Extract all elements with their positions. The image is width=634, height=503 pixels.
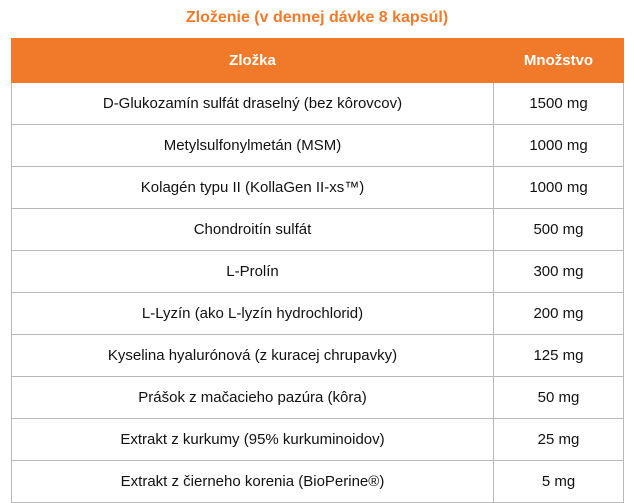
column-header-ingredient: Zložka [12, 39, 494, 83]
column-header-amount: Množstvo [494, 39, 624, 83]
ingredient-cell: L-Lyzín (ako L-lyzín hydrochlorid) [12, 293, 494, 335]
table-row [12, 461, 624, 503]
amount-cell: 125 mg [494, 335, 624, 377]
table-row [12, 335, 624, 377]
ingredient-cell: Kolagén typu II (KollaGen II-xs™) [12, 167, 494, 209]
table-row [12, 251, 624, 293]
page-title: Zloženie (v dennej dávke 8 kapsúl) [185, 9, 449, 26]
amount-cell: 1000 mg [494, 167, 624, 209]
amount-cell: 1000 mg [494, 125, 624, 167]
ingredient-cell: Kyselina hyalurónová (z kuracej chrupavky) [12, 335, 494, 377]
ingredient-cell: Prášok z mačacieho pazúra (kôra) [12, 377, 494, 419]
amount-cell: 500 mg [494, 209, 624, 251]
table-row [12, 293, 624, 335]
amount-cell: 1500 mg [494, 83, 624, 125]
ingredient-cell: Extrakt z čierneho korenia (BioPerine®) [12, 461, 494, 503]
amount-cell: 200 mg [494, 293, 624, 335]
table-row [12, 377, 624, 419]
ingredient-cell: D-Glukozamín sulfát draselný (bez kôrovcov) [12, 83, 494, 125]
amount-cell: 25 mg [494, 419, 624, 461]
table-row [12, 209, 624, 251]
ingredient-cell: L-Prolín [12, 251, 494, 293]
ingredient-cell: Chondroitín sulfát [12, 209, 494, 251]
table-row [12, 167, 624, 209]
composition-table [11, 38, 624, 503]
amount-cell: 300 mg [494, 251, 624, 293]
ingredient-cell: Extrakt z kurkumy (95% kurkuminoidov) [12, 419, 494, 461]
amount-cell: 50 mg [494, 377, 624, 419]
table-row [12, 125, 624, 167]
ingredient-cell: Metylsulfonylmetán (MSM) [12, 125, 494, 167]
table-header-row [12, 39, 624, 83]
amount-cell: 5 mg [494, 461, 624, 503]
table-row [12, 419, 624, 461]
table-row [12, 83, 624, 125]
